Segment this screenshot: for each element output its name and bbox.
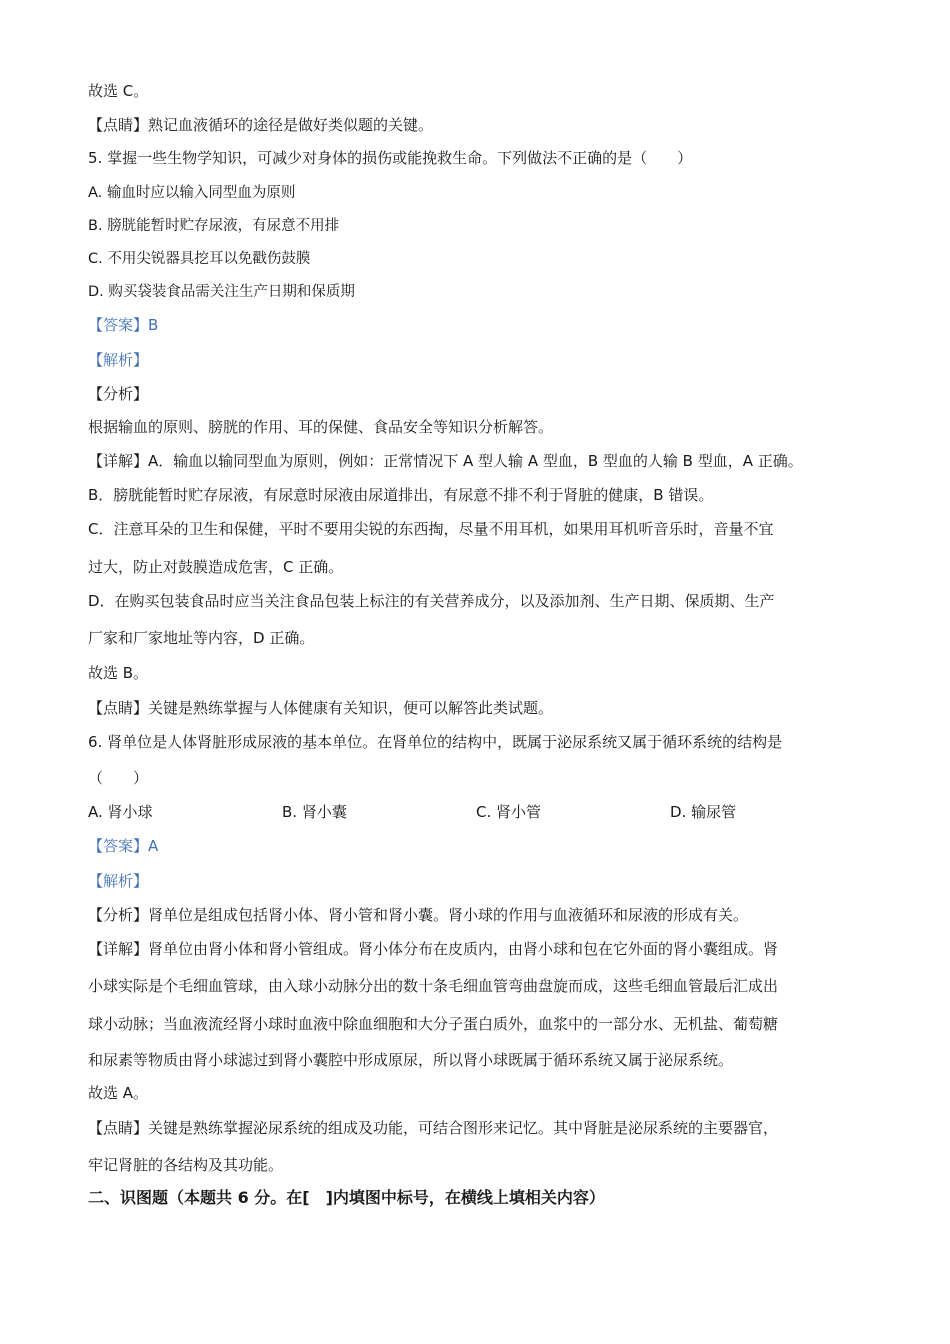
q6-detail-line2: 小球实际是个毛细血管球，由入球小动脉分出的数十条毛细血管弯曲盘旋而成，这些毛细血管最后汇成出 [88, 977, 779, 995]
q5-option-a: A. 输血时应以输入同型血为原则 [88, 185, 296, 201]
q5-option-d: D. 购买袋装食品需关注生产日期和保质期 [88, 284, 355, 300]
q5-detail-a: 【详解】A．输血以输同型血为原则，例如：正常情况下 A 型人输 A 型血，B 型血的人输 B 型血，A 正确。 [88, 452, 803, 470]
q5-answer: 【答案】B [88, 316, 159, 334]
q5-option-b: B. 膀胱能暂时贮存尿液，有尿意不用排 [88, 218, 340, 234]
question-6-line2: （ ） [88, 769, 149, 787]
q5-detail-c-line1: C．注意耳朵的卫生和保健，平时不要用尖锐的东西掏，尽量不用耳机，如果用耳机听音乐时，音量不宜 [88, 520, 774, 538]
q6-answer: 【答案】A [88, 837, 159, 855]
q6-option-a: A. 肾小球 [88, 803, 153, 821]
q6-detail-line4: 和尿素等物质由肾小球滤过到肾小囊腔中形成原尿，所以肾小球既属于循环系统又属于泌尿系统。 [88, 1051, 734, 1069]
q5-detail-d-line2: 厂家和厂家地址等内容，D 正确。 [88, 629, 315, 647]
conclusion-q5: 故选 B。 [88, 664, 149, 682]
q6-detail-line1: 【详解】肾单位由肾小体和肾小管组成。肾小体分布在皮质内，由肾小球和包在它外面的肾小囊组成。肾 [88, 940, 779, 958]
q6-option-c: C. 肾小管 [476, 803, 542, 821]
q5-option-c: C. 不用尖锐器具挖耳以免戳伤鼓膜 [88, 251, 311, 267]
conclusion-q6: 故选 A。 [88, 1084, 149, 1102]
q6-option-d: D. 输尿管 [670, 803, 737, 821]
note-q5: 【点睛】关键是熟练掌握与人体健康有关知识，便可以解答此类试题。 [88, 699, 554, 717]
q5-detail-d-line1: D．在购买包装食品时应当关注食品包装上标注的有关营养成分，以及添加剂、生产日期、保质期、生产 [88, 592, 775, 610]
conclusion-q4: 故选 C。 [88, 82, 149, 100]
question-5: 5. 掌握一些生物学知识，可减少对身体的损伤或能挽救生命。下列做法不正确的是（ ） [88, 149, 693, 167]
q5-explanation-header: 【解析】 [88, 351, 149, 369]
q6-explanation-header: 【解析】 [88, 872, 149, 890]
q6-detail-line3: 球小动脉；当血液流经肾小球时血液中除血细胞和大分子蛋白质外，血浆中的一部分水、无机盐、葡萄糖 [88, 1015, 779, 1033]
note-q6-line2: 牢记肾脏的各结构及其功能。 [88, 1156, 284, 1174]
question-6-line1: 6. 肾单位是人体肾脏形成尿液的基本单位。在肾单位的结构中，既属于泌尿系统又属于循环系统的结构是 [88, 733, 783, 751]
q5-detail-b: B．膀胱能暂时贮存尿液，有尿意时尿液由尿道排出，有尿意不排不利于肾脏的健康，B 错误。 [88, 486, 714, 504]
q5-detail-c-line2: 过大，防止对鼓膜造成危害，C 正确。 [88, 558, 344, 576]
note-q6-line1: 【点睛】关键是熟练掌握泌尿系统的组成及功能，可结合图形来记忆。其中肾脏是泌尿系统的主要器官， [88, 1119, 779, 1137]
q6-option-b: B. 肾小囊 [282, 803, 347, 821]
q6-analysis: 【分析】肾单位是组成包括肾小体、肾小管和肾小囊。肾小球的作用与血液循环和尿液的形成有关。 [88, 906, 749, 924]
note-q4: 【点睛】熟记血液循环的途径是做好类似题的关键。 [88, 116, 434, 134]
section-title-diagram-questions: 二、识图题（本题共 6 分。在[ ]内填图中标号，在横线上填相关内容） [88, 1188, 605, 1207]
q5-analysis-text: 根据输血的原则、膀胱的作用、耳的保健、食品安全等知识分析解答。 [88, 418, 554, 436]
q5-analysis-header: 【分析】 [88, 385, 149, 403]
